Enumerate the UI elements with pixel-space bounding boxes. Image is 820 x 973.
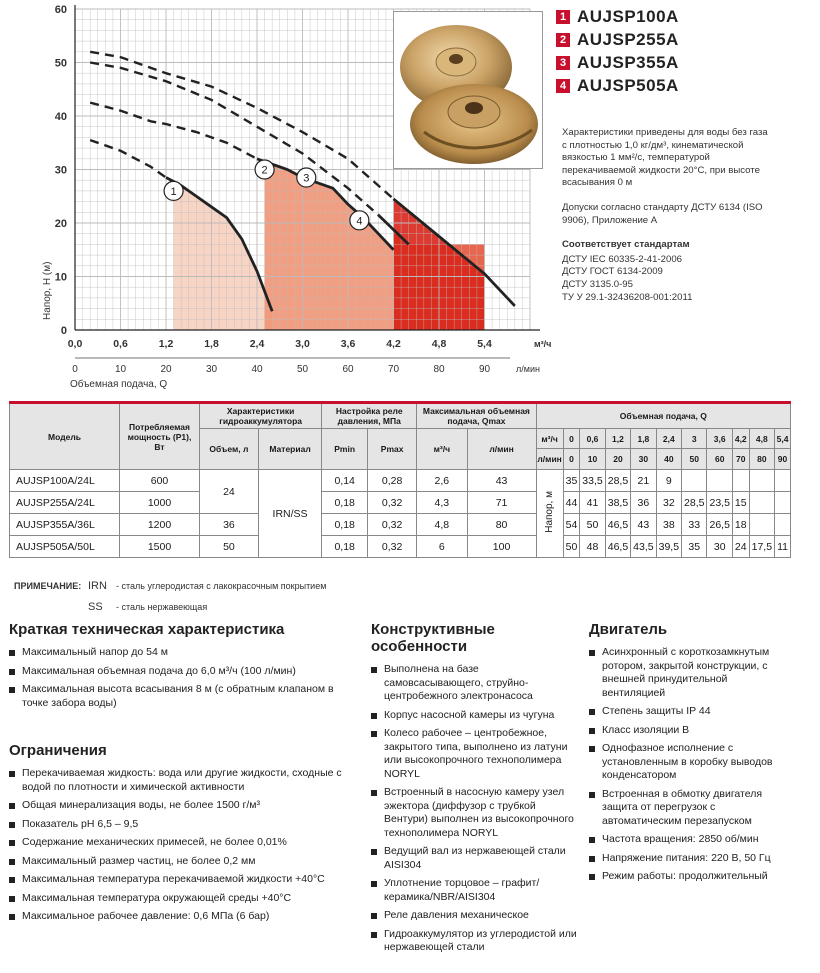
x-tick-label-m3h: 3,0 [295, 338, 310, 350]
notes-conditions: Характеристики приведены для воды без газа с плотностью 1,0 кг/дм³, кинематической вязкостью 1 мм²/с, температурой перекачиваемой жидкости 20°С, при высоте всасывания 0 м [562, 127, 768, 189]
section-title: Краткая техническая характеристика [9, 621, 285, 638]
cell-head: 18 [732, 514, 749, 536]
table-row [10, 536, 791, 558]
list-item: Уплотнение торцовое – графит/керамика/NBR/AISI304 [371, 877, 581, 904]
y-tick-label: 10 [54, 271, 67, 284]
table-row [10, 470, 791, 492]
x-tick-label-lmin: 60 [342, 364, 354, 375]
cell-qmax-lmin: 71 [467, 492, 536, 514]
list-item: Встроенная в обмотку двигателя защита от перегрузок с автоматическим перезапуском [589, 788, 789, 829]
cell-head: 35 [682, 536, 707, 558]
list-item: Общая минерализация воды, не более 1500 г/м³ [9, 799, 359, 813]
legend-item [556, 29, 756, 50]
head-label: Напор, м [544, 491, 556, 533]
test-conditions-notes [562, 127, 768, 304]
section-motor [589, 621, 789, 889]
curve-marker-label: 3 [303, 172, 310, 185]
cell-pmax: 0,32 [368, 492, 417, 514]
x-tick-label-lmin: 90 [478, 364, 491, 375]
legend-number: 1 [556, 10, 570, 24]
header-tank: Характеристики гидроаккумулятора [200, 403, 322, 429]
cell-head: 23,5 [707, 492, 732, 514]
remark-label: ПРИМЕЧАНИЕ: [14, 580, 82, 591]
cell-head: 50 [580, 514, 605, 536]
cell-power: 1200 [120, 514, 200, 536]
cell-head: 24 [732, 536, 749, 558]
section-title: Двигатель [589, 621, 668, 638]
x-tick-label-m3h: 2,4 [249, 338, 265, 350]
legend-model: AUJSP505A [577, 75, 679, 95]
cell-head [749, 492, 774, 514]
list-item: Частота вращения: 2850 об/мин [589, 833, 789, 847]
flow-lmin: 40 [664, 454, 674, 464]
cell-qmax-m3h: 2,6 [417, 470, 467, 492]
flow-m3h: 4,8 [750, 429, 774, 449]
cell-head: 15 [732, 492, 749, 514]
cell-head: 43,5 [631, 536, 656, 558]
curve-marker-label: 1 [170, 185, 177, 198]
flow-lmin: 80 [757, 454, 767, 464]
x-tick-label-m3h: 0,0 [67, 338, 83, 350]
cell-head: 11 [775, 536, 791, 558]
table-row [10, 514, 791, 536]
list-item: Степень защиты IP 44 [589, 705, 789, 719]
flow-lmin: 70 [736, 454, 746, 464]
list-item: Максимальная температура перекачиваемой жидкости +40°С [9, 873, 359, 887]
cell-volume: 36 [200, 514, 259, 536]
legend-item [556, 52, 756, 73]
cell-head: 46,5 [605, 536, 630, 558]
y-axis-label: Напор, H (м) [42, 261, 53, 320]
list-item: Колесо рабочее – центробежное, закрытого типа, выполнено из латуни или высокопрочного технополимера NORYL [371, 727, 581, 781]
x-tick-label-m3h: 3,6 [340, 338, 356, 350]
list-item: Напряжение питания: 220 В, 50 Гц [589, 852, 789, 866]
x-tick-label-lmin: 30 [205, 364, 218, 375]
cell-head [775, 492, 791, 514]
notes-tolerances: Допуски согласно стандарту ДСТУ 6134 (ISO 9906), Приложение А [562, 201, 763, 226]
cell-qmax-m3h: 6 [417, 536, 467, 558]
flow-m3h: 1,2 [606, 429, 630, 449]
y-tick-label: 30 [54, 164, 67, 177]
impeller-image [394, 12, 543, 169]
flow-lmin: 90 [777, 454, 788, 464]
material-remark [14, 575, 326, 617]
list-item: Максимальный напор до 54 м [9, 646, 359, 660]
cell-volume: 24 [200, 470, 259, 514]
section-brief-specs [9, 621, 359, 715]
cell-head: 36 [631, 492, 656, 514]
cell-head: 54 [563, 514, 580, 536]
x-unit-m3h: м³/ч [534, 339, 552, 349]
cell-head: 46,5 [605, 514, 630, 536]
legend-model: AUJSP355A [577, 52, 679, 72]
list-item: Встроенный в насосную камеру узел эжектора (диффузор с трубкой Вентури) выполнен из высокопрочного технополимера NORYL [371, 786, 581, 840]
cell-head-label [536, 470, 563, 558]
curve-marker-label: 2 [261, 164, 268, 177]
cell-head [682, 470, 707, 492]
list-item: Содержание механических примесей, не более 0,01% [9, 836, 359, 850]
remark-text-irn: - сталь углеродистая с лакокрасочным покрытием [116, 580, 327, 591]
notes-standard: ДСТУ IEC 60335-2-41-2006 [562, 253, 682, 265]
list-item: Гидроаккумулятор из углеродистой или нержавеющей стали [371, 928, 581, 955]
list-item: Максимальная температура окружающей среды +40°С [9, 892, 359, 906]
x-tick-label-lmin: 0 [72, 364, 78, 375]
cell-head: 38 [656, 514, 681, 536]
cell-qmax-m3h: 4,3 [417, 492, 467, 514]
cell-head [749, 514, 774, 536]
cell-head: 41 [580, 492, 605, 514]
cell-pmax: 0,32 [368, 536, 417, 558]
list-item: Режим работы: продолжительный [589, 870, 789, 884]
cell-model: AUJSP100A/24L [10, 470, 120, 492]
cell-power: 1000 [120, 492, 200, 514]
flow-m3h: 1,8 [631, 429, 655, 449]
x-tick-label-lmin: 10 [114, 364, 127, 375]
header-tank-volume: Объем, л [200, 429, 259, 470]
cell-head: 39,5 [656, 536, 681, 558]
cell-head: 28,5 [682, 492, 707, 514]
x-tick-label-m3h: 4,2 [386, 338, 401, 350]
x-tick-label-lmin: 40 [251, 364, 263, 375]
x-tick-label-lmin: 70 [387, 364, 400, 375]
impeller-photo [393, 11, 543, 169]
cell-head [707, 470, 732, 492]
cell-qmax-lmin: 43 [467, 470, 536, 492]
list-item: Максимальная объемная подача до 6,0 м³/ч (100 л/мин) [9, 665, 359, 679]
cell-head: 28,5 [605, 470, 630, 492]
cell-pmin: 0,18 [322, 492, 368, 514]
cell-power: 600 [120, 470, 200, 492]
cell-head: 30 [707, 536, 732, 558]
cell-model: AUJSP255A/24L [10, 492, 120, 514]
remark-code-irn: IRN [88, 579, 107, 592]
flow-m3h: 3,6 [707, 429, 731, 449]
x-tick-label-m3h: 1,8 [204, 338, 219, 350]
remark-text-ss: - сталь нержавеющая [116, 601, 208, 612]
legend-model: AUJSP255A [577, 29, 679, 49]
cell-head: 21 [631, 470, 656, 492]
cell-head: 33 [682, 514, 707, 536]
list-item: Максимальный размер частиц, не более 0,2 мм [9, 855, 359, 869]
cell-qmax-m3h: 4,8 [417, 514, 467, 536]
list-item: Ведущий вал из нержавеющей стали AISI304 [371, 845, 581, 872]
flow-lmin: 0 [569, 454, 574, 464]
list-item: Максимальное рабочее давление: 0,6 МПа (6 бар) [9, 910, 359, 924]
list-item: Выполнена на базе самовсасывающего, струйно-центробежного электронасоса [371, 663, 581, 704]
legend-number: 4 [556, 79, 570, 93]
cell-head: 32 [656, 492, 681, 514]
table-row [10, 492, 791, 514]
cell-head: 48 [580, 536, 605, 558]
cell-pmax: 0,28 [368, 470, 417, 492]
cell-head: 35 [563, 470, 580, 492]
cell-head: 9 [656, 470, 681, 492]
cell-head [732, 470, 749, 492]
section-limitations [9, 742, 359, 929]
list-item: Однофазное исполнение с установленным в коробку выводов конденсатором [589, 742, 789, 783]
notes-standard: ДСТУ 3135.0-95 [562, 278, 633, 290]
y-tick-label: 0 [60, 325, 67, 337]
section-title: Ограничения [9, 742, 107, 759]
cell-head: 44 [563, 492, 580, 514]
cell-qmax-lmin: 100 [467, 536, 536, 558]
x-tick-label-m3h: 0,6 [113, 338, 128, 350]
cell-pmin: 0,18 [322, 536, 368, 558]
y-tick-label: 40 [54, 111, 67, 123]
cell-head: 33,5 [580, 470, 605, 492]
notes-standard: ДСТУ ГОСТ 6134-2009 [562, 266, 663, 278]
flow-m3h: 0 [564, 429, 580, 449]
cell-head: 17,5 [749, 536, 774, 558]
header-power: Потребляемая мощность (P1), Вт [120, 403, 200, 470]
cell-pmin: 0,14 [322, 470, 368, 492]
section-title: Конструктивные особенности [371, 621, 495, 655]
legend-number: 3 [556, 56, 570, 70]
header-model: Модель [10, 403, 120, 470]
list-item: Асинхронный с короткозамкнутым ротором, закрытой конструкции, с внешней принудительной вентиляцией [589, 646, 789, 700]
list-item: Класс изоляции В [589, 724, 789, 738]
cell-head: 38,5 [605, 492, 630, 514]
header-flow: Объемная подача, Q [536, 403, 790, 429]
cell-head [775, 514, 791, 536]
legend-model: AUJSP100A [577, 6, 679, 26]
cell-qmax-lmin: 80 [467, 514, 536, 536]
flow-lmin: 30 [638, 454, 649, 464]
list-item: Максимальная высота всасывания 8 м (с обратным клапаном в точке забора воды) [9, 683, 359, 710]
header-relay: Настройка реле давления, МПа [322, 403, 417, 429]
cell-material: IRN/SS [258, 470, 321, 558]
flow-m3h: 0,6 [580, 429, 604, 449]
header-qmax-lmin: л/мин [467, 429, 536, 470]
x-tick-label-m3h: 4,8 [431, 338, 447, 350]
flow-m3h: 2,4 [657, 429, 681, 449]
cell-head [749, 470, 774, 492]
specifications-table [9, 401, 791, 558]
flow-m3h: 5,4 [775, 429, 790, 449]
flow-lmin: 60 [714, 454, 725, 464]
curve-marker-label: 4 [356, 215, 363, 228]
cell-power: 1500 [120, 536, 200, 558]
notes-standards-title: Соответствует стандартам [562, 239, 690, 251]
header-unit-m3h: м³/ч [537, 429, 563, 449]
list-item: Реле давления механическое [371, 909, 581, 923]
cell-pmax: 0,32 [368, 514, 417, 536]
y-tick-label: 50 [54, 57, 67, 70]
header-qmax-m3h: м³/ч [417, 429, 467, 470]
x-tick-label-lmin: 20 [160, 364, 172, 375]
flow-m3h: 3 [682, 429, 706, 449]
header-unit-lmin: л/мин [537, 454, 562, 464]
cell-head: 50 [563, 536, 580, 558]
cell-volume: 50 [200, 536, 259, 558]
flow-lmin: 50 [689, 454, 699, 464]
remark-code-ss: SS [88, 600, 103, 613]
cell-head: 43 [631, 514, 656, 536]
section-design-features [371, 621, 581, 960]
flow-lmin: 10 [587, 454, 598, 464]
cell-head: 26,5 [707, 514, 732, 536]
x-tick-label-m3h: 5,4 [477, 338, 492, 350]
header-qmax: Максимальная объемная подача, Qmax [417, 403, 536, 429]
list-item: Показатель pH 6,5 – 9,5 [9, 818, 359, 832]
header-pmin: Pmin [322, 429, 368, 470]
cell-pmin: 0,18 [322, 514, 368, 536]
flow-lmin: 20 [613, 454, 623, 464]
x-tick-label-m3h: 1,2 [158, 338, 174, 350]
y-tick-label: 60 [54, 4, 67, 16]
header-pmax: Pmax [368, 429, 417, 470]
list-item: Корпус насосной камеры из чугуна [371, 709, 581, 723]
x-axis-label: Объемная подача, Q [70, 379, 168, 390]
chart-legend [556, 6, 756, 98]
x-unit-lmin: л/мин [516, 364, 540, 374]
legend-item [556, 75, 756, 96]
cell-model: AUJSP505A/50L [10, 536, 120, 558]
list-item: Перекачиваемая жидкость: вода или другие жидкости, сходные с водой по плотности и химической активности [9, 767, 359, 794]
x-tick-label-lmin: 80 [433, 364, 445, 375]
header-tank-material: Материал [258, 429, 321, 470]
legend-number: 2 [556, 33, 570, 47]
y-tick-label: 20 [54, 218, 67, 230]
cell-model: AUJSP355A/36L [10, 514, 120, 536]
legend-item [556, 6, 756, 27]
cell-head [775, 470, 791, 492]
performance-chart [0, 0, 560, 395]
x-tick-label-lmin: 50 [296, 364, 309, 375]
notes-standard: ТУ У 29.1-32436208-001:2011 [562, 291, 693, 303]
flow-m3h: 4,2 [733, 429, 749, 449]
